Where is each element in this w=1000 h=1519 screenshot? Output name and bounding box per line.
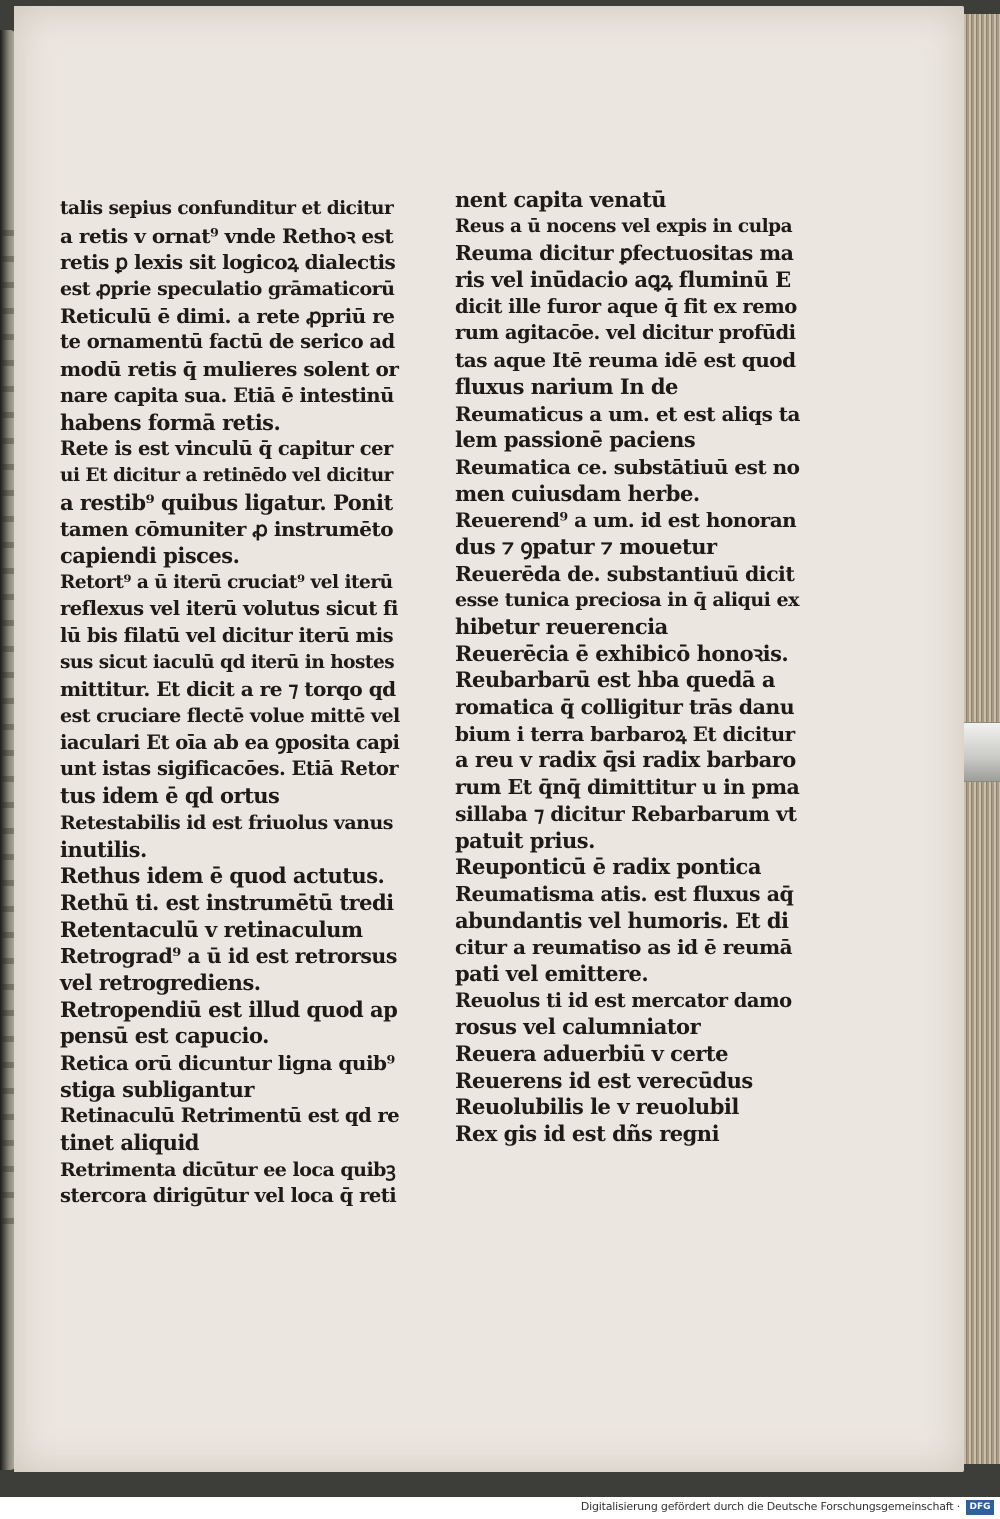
text-line: Reumaticus a um. et est aliqs ta xyxy=(455,401,801,426)
text-line: reflexus vel iterū volutus sicut fi xyxy=(60,597,398,621)
text-line: Rete is est vinculū q̄ capitur cer xyxy=(60,437,393,461)
footer-bar xyxy=(0,1497,1000,1519)
text-line: Reubarbarū est hba quedā a xyxy=(455,667,775,693)
text-line: pati vel emittere. xyxy=(455,960,649,986)
text-line: talis sepius confunditur et dicitur xyxy=(60,198,394,219)
text-line: esse tunica preciosa in q̄ aliqui ex xyxy=(455,589,799,612)
text-line: sus sicut iaculū qd iterū in hostes xyxy=(60,651,395,673)
text-line: Reuma dicitur ꝑfectuositas ma xyxy=(455,241,794,266)
text-line: est cruciare flectē volue mittē vel xyxy=(60,705,400,728)
text-line: a retis v ornat⁹ vnde Rethoꝛ est xyxy=(60,223,394,248)
text-line: Retropendiū est illud quod ap xyxy=(60,996,398,1022)
text-line: men cuiusdam herbe. xyxy=(455,480,700,506)
text-line: capiendi pisces. xyxy=(60,542,240,568)
text-line: Reticulū ē dimi. a rete ꝓpriū re xyxy=(60,303,395,328)
text-line: lū bis filatū vel dicitur iterū mis xyxy=(60,624,394,647)
text-line: rosus vel calumniator xyxy=(455,1014,701,1040)
text-line: ui Et dicitur a retinēdo vel dicitur xyxy=(60,464,393,486)
text-line: retis ꝑ lexis sit logicoꝝ dialectis xyxy=(60,250,396,275)
text-line: Reuolubilis le v reuolubil xyxy=(455,1094,739,1120)
text-line: pensū est capucio. xyxy=(60,1023,269,1049)
text-line: Retrograd⁹ a ū id est retrorsus xyxy=(60,944,397,969)
text-line: Reuerend⁹ a um. id est honoran xyxy=(455,508,797,533)
text-line: modū retis q̄ mulieres solent or xyxy=(60,357,399,382)
left-page-bleed-text xyxy=(2,230,14,1230)
text-line: Retort⁹ a ū iterū cruciat⁹ vel iterū xyxy=(60,571,393,593)
dfg-credit: Digitalisierung gefördert durch die Deutsche Forschungsgemeinschaft · xyxy=(580,1500,960,1513)
text-line: Reuera aduerbiū v certe xyxy=(455,1041,728,1066)
text-line: Reuerēcia ē exhibicō honoꝛis. xyxy=(455,640,789,666)
text-line: est ꝓprie speculatio grāmaticorū xyxy=(60,278,395,301)
text-line: citur a reumatiso as id ē reumā xyxy=(455,935,793,960)
dfg-logo[interactable]: DFG xyxy=(966,1500,994,1515)
text-line: bium i terra barbaroꝝ Et dicitur xyxy=(455,721,795,746)
text-line: nare capita sua. Etiā ē intestinū xyxy=(60,383,394,407)
text-line: tamen cōmuniter ꝓ instrumēto xyxy=(60,517,394,542)
text-line: unt istas sigificacōes. Etiā Retor xyxy=(60,757,399,781)
text-line: abundantis vel humoris. Et di xyxy=(455,907,789,933)
text-line: tinet aliquid xyxy=(60,1130,199,1156)
text-line: dicit ille furor aque q̄ fit ex remo xyxy=(455,294,797,318)
text-line: Reuponticū ē radix pontica xyxy=(455,854,761,880)
text-line: sillaba ⁊ dicitur Rebarbarum vt xyxy=(455,801,797,826)
left-text-column xyxy=(60,196,400,1210)
text-line: lem passionē paciens xyxy=(455,427,696,453)
text-line: te ornamentū factū de serico ad xyxy=(60,330,395,354)
text-line: inutilis. xyxy=(60,836,147,862)
text-line: patuit prius. xyxy=(455,827,595,853)
text-line: Reumatica ce. substātiuū est no xyxy=(455,454,800,479)
text-line: Retrimenta dicūtur ee loca quibꝫ xyxy=(60,1158,396,1181)
right-text-column xyxy=(455,187,800,1148)
text-line: Rethū ti. est instrumētū tredi xyxy=(60,889,394,915)
text-line: a restib⁹ quibus ligatur. Ponit xyxy=(60,489,393,515)
text-line: hibetur reuerencia xyxy=(455,614,668,639)
text-line: Reuolus ti id est mercator damo xyxy=(455,988,792,1012)
text-line: dus ⁊ ꝯpatur ⁊ mouetur xyxy=(455,533,717,559)
text-line: Reuerens id est verecūdus xyxy=(455,1067,753,1093)
text-line: fluxus narium In de xyxy=(455,373,678,399)
text-line: Retentaculū v retinaculum xyxy=(60,916,363,942)
text-line: nent capita venatū xyxy=(455,187,666,212)
text-line: tas aque Itē reuma idē est quod xyxy=(455,348,796,373)
text-line: Retica orū dicuntur ligna quib⁹ xyxy=(60,1051,395,1075)
text-line: Reuerēda de. substantiuū dicit xyxy=(455,561,795,586)
text-line: Reus a ū nocens vel expis in culpa xyxy=(455,215,793,237)
text-line: habens formā retis. xyxy=(60,409,281,435)
text-line: Rethus idem ē quod actutus. xyxy=(60,863,385,889)
text-line: romatica q̄ colligitur trās danu xyxy=(455,695,795,720)
text-line: Reumatisma atis. est fluxus aq̄ xyxy=(455,881,794,906)
text-line: vel retrogrediens. xyxy=(60,969,261,995)
text-line: Retestabilis id est friuolus vanus xyxy=(60,811,393,834)
text-line: rum Et q̄nq̄ dimittitur u in pma xyxy=(455,775,800,800)
text-line: a reu v radix q̄si radix barbaro xyxy=(455,747,796,773)
text-line: ris vel inūdacio aꝗꝝ fluminū E xyxy=(455,267,791,293)
text-line: stiga subligantur xyxy=(60,1076,254,1102)
text-line: tus idem ē qd ortus xyxy=(60,783,280,809)
text-line: iaculari Et oīa ab ea ꝯposita capi xyxy=(60,730,400,754)
text-line: Retinaculū Retrimentū est qd re xyxy=(60,1104,400,1128)
text-line: stercora dirigūtur vel loca q̄ reti xyxy=(60,1184,397,1208)
text-line: mittitur. Et dicit a re ⁊ torqo qd xyxy=(60,677,396,702)
text-line: rum agitacōe. vel dicitur profūdi xyxy=(455,321,796,345)
text-line: Rex gis id est dñs regni xyxy=(455,1121,720,1147)
